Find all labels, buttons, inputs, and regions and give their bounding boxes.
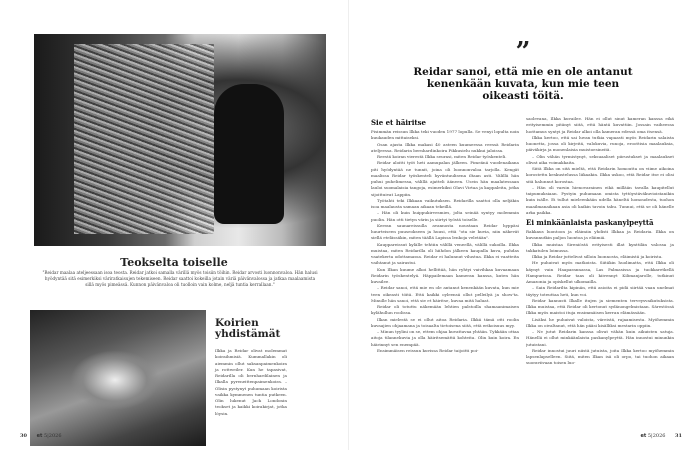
page-number: 31 <box>675 433 682 439</box>
footer-right <box>640 433 690 439</box>
body-paragraph: Lisäksi he puhuivat valoista, väreistä, rajaamisesta. Myöhemmin Ilkka on oivaltanut, että hän pääsi kisälliksi mestarin oppiin. <box>526 316 674 328</box>
body-paragraph: Ilkka muistaa Sireniöstä erityisesti illat kynttilän valossa ja takkatulen loimussa. <box>526 241 674 253</box>
body-paragraph: Reidar oli totuttu näkemään lehtien palstoilla shamaanimaisen kylähullun roolissa. <box>371 304 519 316</box>
feature-heading: Teokselta toiselle <box>120 256 228 269</box>
body-paragraph: Reidar kannusti Ilkalle itujen ja siementen terveysvaikutuksista. Ilkka muistaa, että Reidar oli kertonut sydänongelmistaan. Särestössä Ilkka myös maistoi ituja ensimmäisen kerran elämässään. <box>526 297 674 316</box>
body-paragraph: Rakkaus luontoon ja eläimiin yhdisti Ilkkaa ja Reidaria. Ilkka on kuvannutkin paljon luontoa ja eläimiä. <box>526 229 674 241</box>
body-paragraph: Kun Ilkan kuume alkoi hellittää, hän ryhtyi vaivihkaa kuvaamaan Reidarin työskentelyä. Häppailemaan kameran kanssa, kuten hän kuvailee. <box>371 266 519 284</box>
body-paragraph: Pisimmän reissun Ilkka teki vuoden 1977 lopulla. Se venyi lopulta noin kuukauden mittaiseksi. <box>371 129 519 141</box>
body-paragraph: Kerran saunareissulla avannosta noustaan Reidar hyppäsi huurteiseen puuseokseen ja huusi, että "ota sie kuvia, niin näkevät siellä etelässäkin, miten täällä Lapissa lenkoja veletään". <box>371 222 519 241</box>
right-page <box>348 0 696 450</box>
column-1 <box>371 116 519 354</box>
body-paragraph: saolevana, Ilkka kuvailee. Hän ei ollut sinut kameran kanssa eikä erityisemmin pitänyt siitä, että häntä kuvattiin. Jossain vaiheessa luottamus syntyi ja Reidar alkoi olla kameran edessä oma itsensä. <box>526 116 674 134</box>
body-paragraph: Reidar aloitti työt heti aamupalan jälkeen. Pimeänä vuodenaikana piti hyödyntää ne tunnit, joina oli luonnonvaloa tarjolla. Kengät maalissa Reidar työskenteli hyväntuulisena iltaan asti. Välillä hän puhui puhelimessa, välillä ajatteli ääneen. Usein hän maalatessaan lauloi suomalaisia tangoja, esimerkiksi Olavi Virtaa ja kappaleita, jotka sijoittuivat Lappiin. <box>371 160 519 197</box>
feature-caption: "Reidar maalaa ateljeessaan isoa teosta. Reidar jatkoi samalla värillä myös toisiin töihin. Reidar arvosti luonnonvaloa. Hän halusi hyödyntää sitä esimerkiksi väriratkaisujen tekemiseen. Reidar saattoi kokeilla jotain väriä päivänvalossa ja jatkaa maalaamista sillä myös pimeässä. Kunnon päivänvaloa oli tuolloin vain kolme, neljä tuntia kerrallaan." <box>42 270 318 288</box>
body-paragraph: Reidar innostui juuri niistä jutuista, joita Ilkka kertoo myöhemmin lapsenlapselleen. Siitä, miten Ilkan isä oli orpo, tai tuohon aikaan suoraviivaan toisen luo- <box>526 347 674 366</box>
magazine-name: et <box>36 433 43 439</box>
pull-quote: Reidar sanoi, että mie en ole antanut kenenkään kuvata, kun mie teen oikeasti töitä. <box>413 66 633 102</box>
section-heading: Ei minkäänlaista paskanylpeyttä <box>526 218 654 227</box>
body-paragraph: – Hän oli varsin hienovarainen eikä millään tavalla kaupitellut taipumuksiaan. Pystyin puhumaan omista tyttöystäväkuvioistanikin kuin isälle. Ei tullut mieleenkään udella häneltä homoudesta, tuohon maailmanaikaan asia oli kaikin tavoin tabu. Tunnui, että se oli hänelle arka paikka. <box>526 184 674 215</box>
artist-painting-photo <box>34 34 326 246</box>
body-paragraph: Osan ajasta Ilkka makasi 40 asteen kuumeessa reessä Reidarin ateljeessa. Reidarin bernhardinkoira Pikkusielu nukkui jaloissa. <box>371 141 519 153</box>
magazine-name: et <box>640 433 647 439</box>
body-paragraph: – Reidar sanoi, että mie en ole antanut kenenkään kuvata, kun mie teen oikeasti töitä. Että kaikki oyleensä ollut pelleilyä ja show'ta. Minulle hän sanoi, että sie et häiritse, kuvaa mitä haluat. <box>371 285 519 303</box>
body-paragraph: He puhuivat myös matkoista. Siitäkin huolimatta, että Ilkka oli käynyt vain Haaparannassa, Las Palmasissa ja tuokkaretkellä Hampurissa. Reidar taas oli kiivennyt Kilimanjarolle, tutkinut Amazonia ja opiskellut ulkomailla. <box>526 260 674 284</box>
column-2 <box>526 116 674 367</box>
body-paragraph: Ilkka ja Reidar juttelivat silloin luonnosta, eläimistä ja koirista. <box>532 254 663 259</box>
side-paragraph: Ilkka ja Reidar olivat molemmat koiraihmisiä. Kummallakin oli aiemmin ollut saksanpaimenkoira ja rottweiler. Kun he tapasivat, Reidarilla oli bernhardilainen ja Ilkalla pyreneittenpaimenkoira. – Olisin pystynyt puhumaan koirista vaikka kymmenen tuntia putkeen. Olin lukenut Jack Londonin teokset ja kaikki koirakirjat, jotka löysin. <box>215 348 287 416</box>
page-number: 30 <box>20 433 27 439</box>
body-paragraph: – Hän oli kuin huippukirvesmies, jolta seinää syntyy molemmin puolin. Hän otti tietyn värin ja siirtyi työstä toiselle. <box>371 210 519 222</box>
body-paragraph: – Olin vähän tyrmistynyt, seksuaaliset piirustukset ja maalaukset olivat aika voimakkaita. <box>526 153 674 165</box>
footer-left <box>12 433 62 439</box>
body-paragraph: Kauppareissut kylälle tehtiin välillä veneellä, välillä sukoilla. Ilkka muistaa, miten Reidarilla oli hiihdon jälkeen kaupalla kuva, puhdas vaatekerta odottamassa. Reidar ei halunnut vilustua. Ilkka ei vaatteita vaihtanut ja sairastui. <box>371 241 519 266</box>
issue: 5|2026 <box>647 433 666 439</box>
body-paragraph: Siitä Ilkka on sitä mieltä, että Reidarin homoutta on viime aikoina korostettu keskustelussa liikaakin. Ilkka uskoo, että Reidar itse ei olisi sitä halunnut korostaa. <box>526 166 674 184</box>
body-paragraph: Työtahti teki Ilkkaan vaikutuksen. Reidarilla saattoi olla neljäkin isoa maalausta samaan aikaan tekeillä. <box>371 197 519 209</box>
dog-photo <box>30 310 206 446</box>
quote-mark-icon: ” <box>515 37 531 67</box>
body-paragraph: – Minun tyylini on se, ettem ohjaa kuvattavaa yhtään. Tykkään ottaa aitoja tilannekuvia ja olla häiritsemättä kohteita. Olin kuin koira. En häirinnyt sen enempää. <box>371 329 519 347</box>
section-heading: Sie et häiritse <box>371 118 426 127</box>
body-paragraph: Ilkan mielestä se ei ollut aitoa Reidaria. Ilkkä tämä otti roolin kuvaajien ohjaamana ja toisaalta tietoisena siitä, että erikoisuus myy. <box>371 316 519 328</box>
side-text <box>215 348 287 417</box>
issue: 5|2026 <box>43 433 62 439</box>
side-heading: Koirien yhdistämät <box>215 317 281 340</box>
body-paragraph: – Sain Reidarilta kipinän, että asioita ei pidä siirtää vaan unelmat täytyy toteuttaa heti, kun voi. <box>526 285 674 297</box>
body-paragraph: Ilkka kertoo, että sai luvan tutkia vapaasti myös Reidarin salaista huonetta, jossa oli kirjeitä, valokuvia, runoja, eroottisia maalauksia, päiväkirja ja monenlaisia muistoesineitä. <box>526 134 674 153</box>
body-paragraph: – Ne jutut Reidarin kanssa olivat vähän kuin aikuisten satuja. Hänellä ei ollut minkäänlaista paskanylpeyttä. Hän innostui minunkin jutuistani. <box>526 329 674 347</box>
body-paragraph: Reestä koiran vierestä Ilkka seurasi, miten Reidar työskenteli. <box>377 154 507 159</box>
body-paragraph: Ensimmäisen reissun kuvissa Reidar taijoitti poi- <box>377 347 479 353</box>
